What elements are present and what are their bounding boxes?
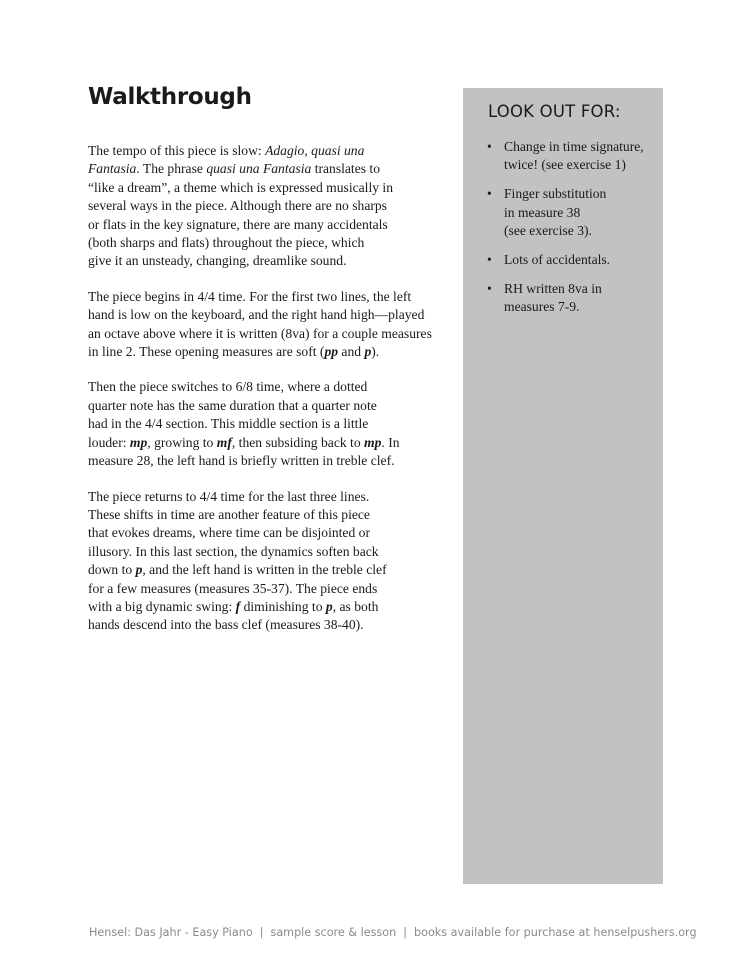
item-text-line: (see exercise 3).	[504, 223, 592, 239]
text-run: diminishing to	[240, 598, 326, 614]
text-run: with a big dynamic swing:	[88, 598, 236, 614]
text-run: These shifts in time are another feature of this piece	[88, 506, 370, 522]
text-line	[88, 160, 450, 178]
text-run: illusory. In this last section, the dynamics soften back	[88, 543, 379, 559]
look-out-for-item	[487, 138, 657, 175]
text-run: and	[338, 344, 365, 360]
dynamic-marking: p	[135, 562, 143, 578]
text-line	[88, 397, 450, 415]
text-run: , then subsiding back to	[231, 434, 365, 450]
text-line	[88, 506, 450, 524]
dynamic-marking: mp	[129, 434, 148, 450]
text-run: louder:	[88, 434, 130, 450]
text-line	[88, 561, 450, 579]
text-line	[88, 434, 450, 452]
text-run: Then the piece switches to 6/8 time, where a dotted	[88, 379, 368, 395]
text-run: for a few measures (measures 35-37). The piece ends	[88, 580, 378, 596]
footer-separator: |	[259, 926, 264, 939]
text-run: The piece returns to 4/4 time for the last three lines.	[88, 488, 370, 504]
look-out-for-item	[487, 185, 657, 240]
text-line	[88, 234, 450, 252]
text-run: down to	[88, 562, 136, 578]
text-run: or flats in the key signature, there are many accidentals	[88, 216, 388, 232]
text-run: The piece begins in 4/4 time. For the first two lines, the left	[88, 288, 412, 304]
text-run: . In	[381, 434, 400, 450]
item-text-line: in measure 38	[504, 204, 581, 220]
text-line	[88, 452, 450, 470]
text-line	[88, 252, 450, 270]
text-run: hand is low on the keyboard, and the right hand high—played	[88, 307, 425, 323]
text-line	[88, 142, 450, 160]
text-line	[88, 378, 450, 396]
text-line	[88, 288, 450, 306]
text-line	[88, 325, 450, 343]
dynamic-marking: f	[235, 598, 241, 614]
text-run: in line 2. These opening measures are soft (	[88, 344, 325, 360]
text-run: . The phrase	[136, 161, 207, 177]
text-line	[88, 415, 450, 433]
bullet-icon: •	[487, 186, 492, 202]
page-footer	[89, 926, 697, 939]
dynamic-marking: pp	[324, 344, 339, 360]
item-text-line: Lots of accidentals.	[504, 252, 611, 268]
walkthrough-body	[88, 142, 450, 652]
italic-phrase: quasi una Fantasia	[206, 161, 312, 177]
text-run: The tempo of this piece is slow:	[88, 143, 266, 158]
body-paragraph	[88, 142, 450, 271]
text-run: , and the left hand is written in the treble clef	[142, 562, 387, 578]
text-line	[88, 216, 450, 234]
item-text-line: Change in time signature,	[504, 139, 644, 154]
text-line	[88, 543, 450, 561]
dynamic-marking: p	[325, 598, 333, 614]
bullet-icon: •	[487, 252, 492, 268]
dynamic-marking: mf	[216, 434, 232, 450]
look-out-for-item	[487, 280, 657, 317]
text-run: (both sharps and flats) throughout the piece, which	[88, 235, 365, 251]
text-run: that evokes dreams, where time can be disjointed or	[88, 525, 370, 541]
dynamic-marking: p	[364, 344, 372, 360]
sidebar-title: LOOK OUT FOR:	[488, 102, 621, 121]
footer-text: Hensel: Das Jahr - Easy Piano	[89, 926, 253, 939]
text-run: ).	[371, 344, 380, 360]
text-run: quarter note has the same duration that a quarter note	[88, 397, 377, 413]
body-paragraph	[88, 378, 450, 470]
text-run: , as both	[332, 598, 379, 614]
footer-text: sample score & lesson	[270, 926, 397, 939]
text-line	[88, 616, 450, 634]
text-line	[88, 197, 450, 215]
page-title: Walkthrough	[88, 84, 252, 110]
look-out-for-sidebar	[463, 88, 663, 884]
bullet-icon: •	[487, 280, 492, 296]
text-line	[88, 524, 450, 542]
text-run: give it an unsteady, changing, dreamlike sound.	[88, 253, 347, 269]
item-text-line: RH written 8va in	[504, 280, 602, 296]
dynamic-marking: mp	[364, 434, 382, 450]
italic-phrase: Fantasia	[88, 161, 137, 177]
text-run: hands descend into the bass clef (measures 38-40).	[88, 617, 364, 633]
text-run: “like a dream”, a theme which is expressed musically in	[88, 179, 393, 195]
footer-separator: |	[403, 926, 407, 939]
look-out-for-item	[487, 251, 657, 269]
text-run: translates to	[311, 161, 381, 177]
text-line	[88, 179, 450, 197]
body-paragraph	[88, 488, 450, 635]
item-text-line: measures 7-9.	[504, 299, 580, 315]
text-line	[88, 580, 450, 598]
text-run: , growing to	[147, 434, 217, 450]
text-run: several ways in the piece. Although there are no sharps	[88, 198, 387, 214]
text-run: measure 28, the left hand is briefly written in treble clef.	[88, 453, 395, 469]
text-run: had in the 4/4 section. This middle section is a little	[88, 416, 369, 432]
look-out-for-list	[487, 138, 657, 327]
bullet-icon: •	[487, 139, 492, 154]
text-line	[88, 488, 450, 506]
italic-phrase: Adagio, quasi una	[265, 143, 365, 158]
text-line	[88, 306, 450, 324]
text-run: an octave above where it is written (8va) for a couple measures	[88, 325, 432, 341]
item-text-line: twice! (see exercise 1)	[504, 157, 626, 173]
body-paragraph	[88, 288, 450, 362]
text-line	[88, 598, 450, 616]
item-text-line: Finger substitution	[504, 186, 607, 202]
footer-text: books available for purchase at henselpushers.org	[414, 926, 697, 939]
text-line	[88, 343, 450, 361]
